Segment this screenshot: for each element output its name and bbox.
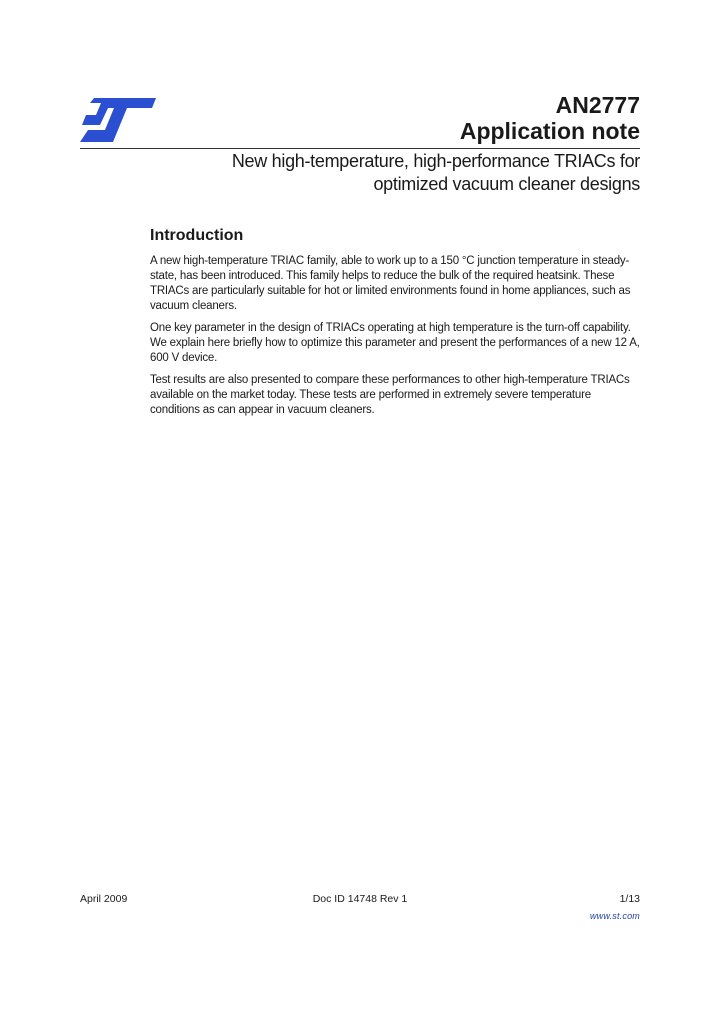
footer-doc-reference: Doc ID 14748 Rev 1: [312, 893, 408, 905]
intro-paragraph-3: Test results are also presented to compare these performances to other high-temperature TRIACs available on the market today. These tests are performed in extremely severe temperature conditions as can appear in vacuum cleaners.: [150, 374, 630, 416]
introduction-body: [150, 254, 640, 425]
section-heading-introduction: Introduction: [150, 227, 244, 244]
footer-date: April 2009: [80, 893, 128, 905]
title-line-1: New high-temperature, high-performance TRIACs for: [231, 151, 640, 171]
intro-paragraph-1: A new high-temperature TRIAC family, able to work up to a 150 °C junction temperature in steady-state, has been introduced. This family helps to reduce the bulk of the required heatsink. These TRIACs are particularly suitable for hot or limited environments found in home appliances, such as vacuum cleaners.: [150, 255, 631, 312]
document-type: Application note: [459, 118, 640, 144]
page-footer: [80, 892, 640, 908]
footer-website-link[interactable]: www.st.com: [589, 911, 640, 921]
header-divider: [80, 148, 640, 149]
document-id: AN2777: [555, 92, 640, 118]
intro-paragraph-2: One key parameter in the design of TRIACs operating at high temperature is the turn-off capability. We explain here briefly how to optimize this parameter and present the performances of a new 12 A, 600 V device.: [150, 322, 640, 364]
document-title: [120, 150, 640, 196]
title-line-2: optimized vacuum cleaner designs: [373, 174, 640, 194]
footer-page-number: 1/13: [619, 893, 640, 905]
st-logo-icon: [80, 95, 158, 145]
